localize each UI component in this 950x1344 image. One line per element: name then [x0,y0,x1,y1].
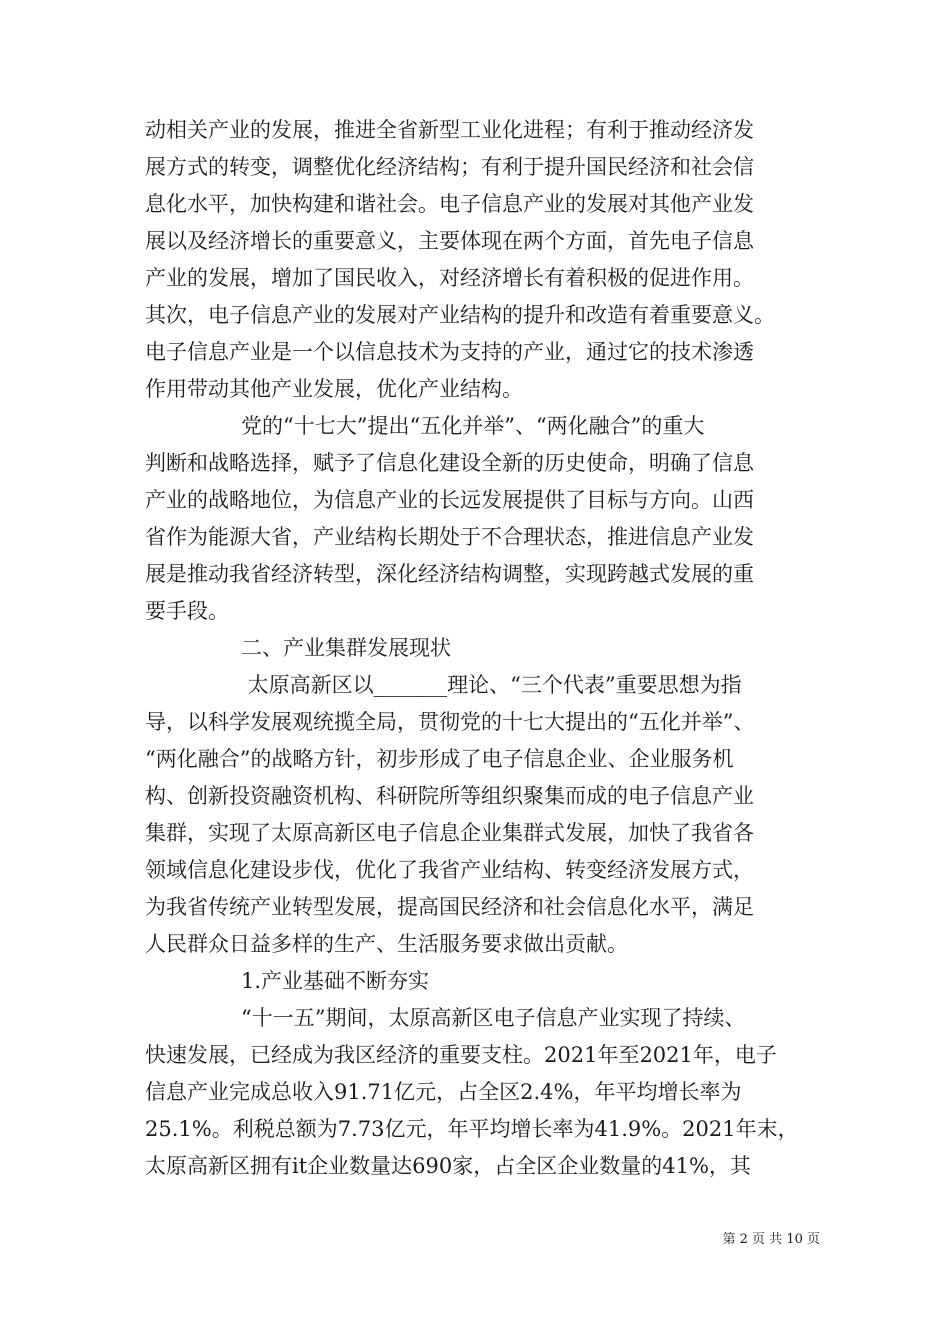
text-line: 太原高新区以_______理论、“三个代表”重要思想为指 [241,673,742,697]
text-line: 导，以科学发展观统揽全局，贯彻党的十七大提出的“五化并举”、 [145,710,755,734]
text-line: 集群，实现了太原高新区电子信息企业集群式发展，加快了我省各 [145,821,754,845]
text-line: 要手段。 [145,599,229,623]
subsection-heading: 1.产业基础不断夯实 [241,969,430,993]
text-line: 判断和战略选择，赋予了信息化建设全新的历史使命，明确了信息 [145,451,754,475]
text-line: 为我省传统产业转型发展，提高国民经济和社会信息化水平，满足 [145,895,754,919]
text-line: 息化水平，加快构建和谐社会。电子信息产业的发展对其他产业发 [145,192,754,216]
text-line: 构、创新投资融资机构、科研院所等组织聚集而成的电子信息产业 [145,784,754,808]
text-line: 太原高新区拥有it企业数量达690家，占全区企业数量的41%，其 [145,1154,751,1178]
text-line: 动相关产业的发展，推进全省新型工业化进程；有利于推动经济发 [145,118,754,142]
text-line: 作用带动其他产业发展，优化产业结构。 [145,377,523,401]
text-line: 电子信息产业是一个以信息技术为支持的产业，通过它的技术渗透 [145,340,754,364]
text-line: 党的“十七大”提出“五化并举”、“两化融合”的重大 [241,414,705,438]
text-line: “十一五”期间，太原高新区电子信息产业实现了持续、 [241,1006,746,1030]
text-line: 领域信息化建设步伐，优化了我省产业结构、转变经济发展方式， [145,858,754,882]
text-line: 产业的战略地位，为信息产业的长远发展提供了目标与方向。山西 [145,488,754,512]
text-line: 展是推动我省经济转型，深化经济结构调整，实现跨越式发展的重 [145,562,754,586]
text-line: 25.1%。利税总额为7.73亿元，年平均增长率为41.9%。2021年末， [145,1117,799,1141]
page-number: 第 2 页 共 10 页 [722,1232,820,1247]
text-line: 其次，电子信息产业的发展对产业结构的提升和改造有着重要意义。 [145,303,775,327]
section-heading: 二、产业集群发展现状 [241,636,451,660]
text-line: 省作为能源大省，产业结构长期处于不合理状态，推进信息产业发 [145,525,754,549]
text-line: 展方式的转变，调整优化经济结构；有利于提升国民经济和社会信 [145,155,754,179]
text-line: 人民群众日益多样的生产、生活服务要求做出贡献。 [145,932,628,956]
text-line: 展以及经济增长的重要意义，主要体现在两个方面，首先电子信息 [145,229,754,253]
body-text [145,112,813,1185]
text-line: 信息产业完成总收入91.71亿元，占全区2.4%，年平均增长率为 [145,1080,742,1104]
text-line: 产业的发展，增加了国民收入，对经济增长有着积极的促进作用。 [145,266,754,290]
text-line: “两化融合”的战略方针，初步形成了电子信息企业、企业服务机 [145,747,734,771]
text-line: 快速发展，已经成为我区经济的重要支柱。2021年至2021年，电子 [145,1043,777,1067]
